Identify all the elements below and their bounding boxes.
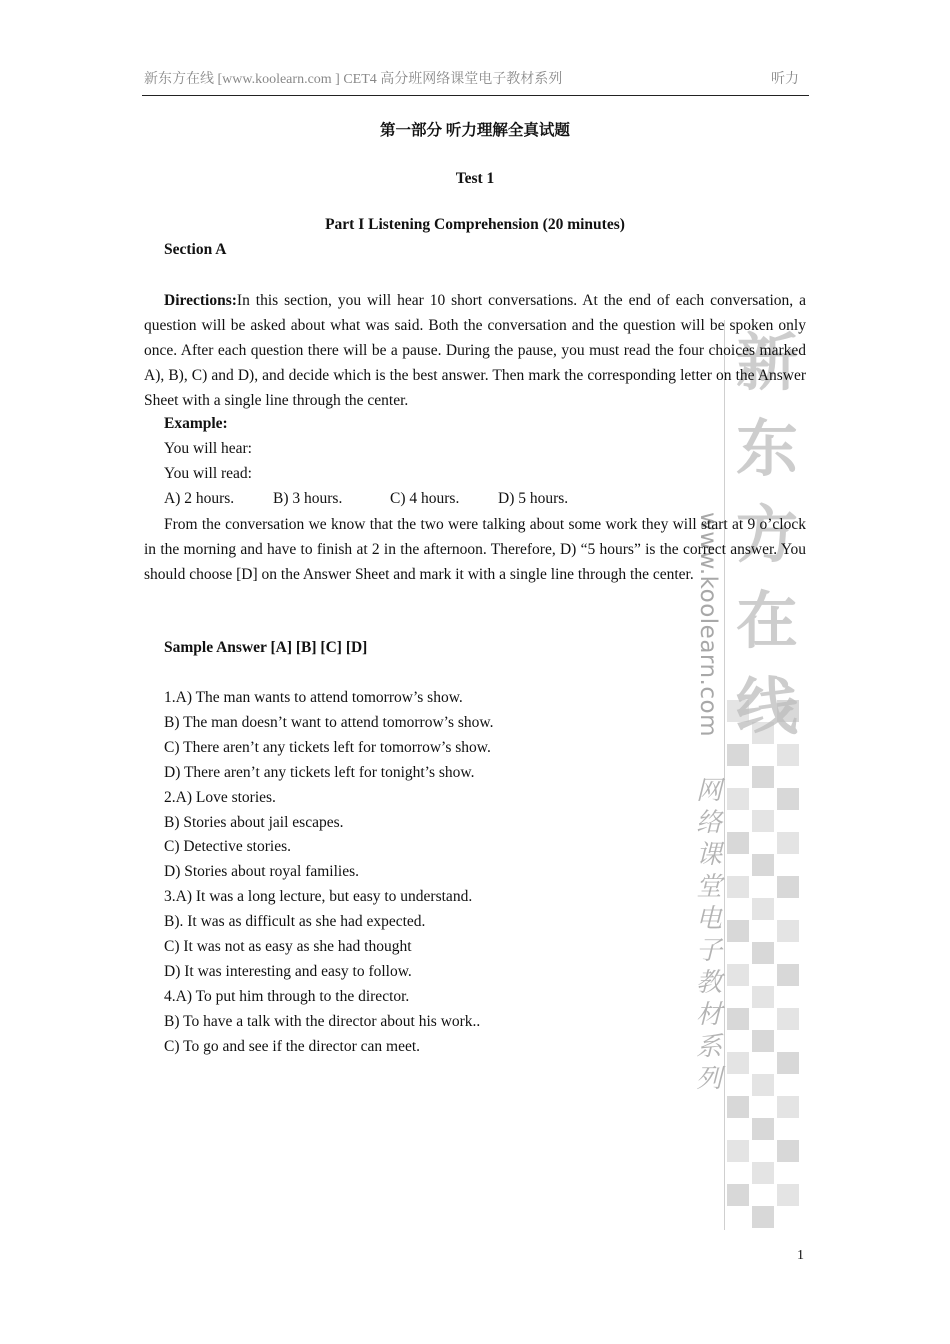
watermark-checker-square bbox=[777, 920, 799, 942]
watermark-checker-square bbox=[752, 810, 774, 832]
example-choice: A) 2 hours. bbox=[164, 490, 235, 507]
watermark-checker-square bbox=[752, 1206, 774, 1228]
watermark-series-char: 子 bbox=[695, 936, 722, 966]
watermark-series-char: 教 bbox=[695, 968, 722, 998]
section-title: Section A bbox=[164, 241, 227, 258]
test-title: Test 1 bbox=[455, 170, 495, 187]
watermark-char: 方 bbox=[735, 498, 798, 571]
question-option: B) The man doesn’t want to attend tomorrow’s show. bbox=[164, 713, 494, 731]
watermark-checker-square bbox=[727, 788, 749, 810]
example-read: You will read: bbox=[164, 465, 252, 482]
watermark-checker-square bbox=[752, 1030, 774, 1052]
watermark-char: 在 bbox=[735, 584, 798, 657]
watermark-checker-square bbox=[752, 942, 774, 964]
watermark-url: www.koolearn.com bbox=[695, 512, 721, 737]
watermark-series-char: 堂 bbox=[695, 872, 722, 902]
watermark-checker-square bbox=[727, 1096, 749, 1118]
watermark-rule bbox=[724, 320, 725, 1230]
header-title: 新东方在线 [www.koolearn.com ] CET4 高分班网络课堂电子教材系列 bbox=[144, 72, 563, 87]
watermark-series-char: 系 bbox=[695, 1032, 722, 1062]
question-option: 3.A) It was a long lecture, but easy to understand. bbox=[164, 888, 473, 906]
question-option: B) To have a talk with the director about his work.. bbox=[164, 1012, 481, 1030]
watermark-checker-square bbox=[727, 920, 749, 942]
example-hear: You will hear: bbox=[164, 440, 252, 457]
watermark-checker-square bbox=[727, 876, 749, 898]
watermark-series-text bbox=[694, 775, 724, 1095]
watermark-checker-square bbox=[777, 1140, 799, 1162]
question-option: 2.A) Love stories. bbox=[164, 788, 276, 806]
watermark-series-char: 材 bbox=[695, 1000, 722, 1030]
chinese-heading: 第一部分 听力理解全真试题 bbox=[380, 122, 570, 139]
watermark-checker-square bbox=[727, 832, 749, 854]
example-label: Example: bbox=[164, 415, 228, 432]
watermark-checker-square bbox=[752, 898, 774, 920]
watermark-checker-square bbox=[727, 964, 749, 986]
watermark-char: 东 bbox=[735, 412, 798, 485]
watermark-checker-square bbox=[727, 1140, 749, 1162]
watermark-series-char: 网 bbox=[695, 776, 722, 806]
question-option: B). It was as difficult as she had expected. bbox=[164, 913, 426, 931]
watermark-checker-square bbox=[752, 854, 774, 876]
watermark-checker-square bbox=[752, 1162, 774, 1184]
watermark-series-char: 络 bbox=[695, 808, 722, 838]
example-explanation: From the conversation we know that the two were talking about some work they will start at 9 o’clock in the morning and have to finish at 2 in the afternoon. Therefore, D) “5 hours” is the correct answer. You should choose [D] on the Answer Sheet and mark it with a single line through the center. bbox=[144, 516, 806, 583]
watermark-series-char: 列 bbox=[695, 1064, 722, 1094]
watermark-char: 线 bbox=[735, 670, 798, 743]
watermark-checker-square bbox=[777, 788, 799, 810]
question-option: 4.A) To put him through to the director. bbox=[164, 987, 410, 1005]
watermark-checker-square bbox=[777, 832, 799, 854]
watermark-checker-square bbox=[752, 986, 774, 1008]
watermark-checker-square bbox=[727, 1184, 749, 1206]
watermark-checker-square bbox=[777, 1184, 799, 1206]
watermark-checker-square bbox=[727, 1008, 749, 1030]
header-divider bbox=[142, 95, 809, 96]
question-option: C) There aren’t any tickets left for tomorrow’s show. bbox=[164, 738, 491, 756]
directions-paragraph bbox=[144, 288, 806, 413]
watermark-checker-square bbox=[777, 876, 799, 898]
directions-label: Directions: bbox=[164, 292, 237, 309]
question-option: 1.A) The man wants to attend tomorrow’s show. bbox=[164, 689, 463, 706]
sample-answer: Sample Answer [A] [B] [C] [D] bbox=[164, 639, 368, 656]
header-section-label: 听力 bbox=[771, 72, 799, 87]
watermark-char: 新 bbox=[735, 326, 798, 399]
watermark-checker-square bbox=[752, 766, 774, 788]
watermark-series-char: 课 bbox=[695, 840, 722, 870]
question-option: C) Detective stories. bbox=[164, 838, 291, 856]
example-choice: C) 4 hours. bbox=[390, 490, 460, 507]
question-option: D) Stories about royal families. bbox=[164, 863, 359, 881]
directions-text: In this section, you will hear 10 short conversations. At the end of each conversation, a question will be asked about what was said. Both the conversation and the question will be spoken only once. After each question there will be a pause. During the pause, you must read the four choices marked A), B), C) and D), and decide which is the best answer. Then mark the corresponding letter on the Answer Sheet with a single line through the center. bbox=[144, 292, 806, 409]
question-option: D) It was interesting and easy to follow. bbox=[164, 962, 412, 980]
example-choice: B) 3 hours. bbox=[273, 490, 343, 507]
example-choice: D) 5 hours. bbox=[498, 490, 569, 507]
question-option: D) There aren’t any tickets left for tonight’s show. bbox=[164, 763, 475, 781]
watermark-checker-square bbox=[777, 1052, 799, 1074]
watermark-checker-square bbox=[777, 1096, 799, 1118]
example-choices bbox=[164, 490, 568, 508]
watermark-checker-pattern bbox=[727, 700, 802, 1230]
watermark-checker-square bbox=[752, 1118, 774, 1140]
watermark-checker-square bbox=[752, 1074, 774, 1096]
question-option: B) Stories about jail escapes. bbox=[164, 813, 344, 831]
page-number: 1 bbox=[797, 1248, 804, 1263]
question-option: C) It was not as easy as she had thought bbox=[164, 938, 412, 955]
question-option: C) To go and see if the director can meet. bbox=[164, 1037, 421, 1055]
watermark-checker-square bbox=[777, 1008, 799, 1030]
watermark-checker-square bbox=[727, 1052, 749, 1074]
part-title: Part I Listening Comprehension (20 minutes) bbox=[325, 216, 625, 233]
watermark-checker-square bbox=[777, 964, 799, 986]
watermark-series-char: 电 bbox=[695, 904, 722, 934]
